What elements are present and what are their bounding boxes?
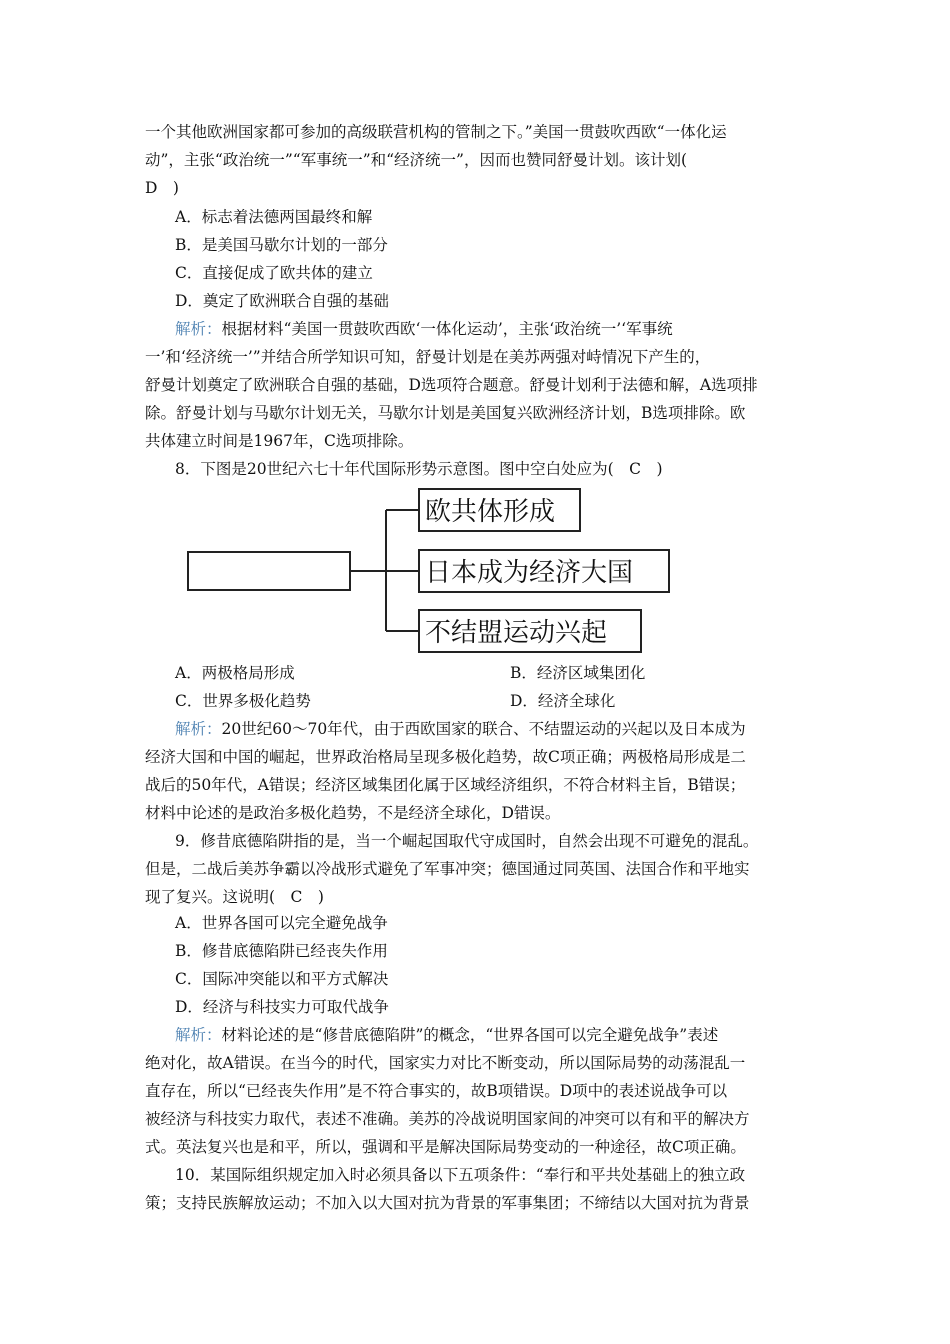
analysis-text: 根据材料“美国一贯鼓吹西欧‘一体化运动’，主张‘政治统一’‘军事统 <box>221 320 673 338</box>
diagram-box-label: 不结盟运动兴起 <box>425 618 608 648</box>
analysis-line: 除。舒曼计划与马歇尔计划无关，马歇尔计划是美国复兴欧洲经济计划，B选项排除。欧 <box>145 404 746 422</box>
option-b: B．经济区域集团化 <box>510 664 646 682</box>
question-9-stem: 现了复兴。这说明( C ) <box>145 888 324 906</box>
option-a: A．标志着法德两国最终和解 <box>175 208 373 226</box>
analysis-line: 舒曼计划奠定了欧洲联合自强的基础，D选项符合题意。舒曼计划利于法德和解，A选项排 <box>145 376 758 394</box>
option-c: C．直接促成了欧共体的建立 <box>175 264 373 282</box>
analysis-line <box>175 1025 840 1045</box>
option-d: D．奠定了欧洲联合自强的基础 <box>175 292 389 310</box>
option-c: C．世界多极化趋势 <box>175 692 311 710</box>
diagram-box-label: 日本成为经济大国 <box>425 558 634 588</box>
option-a: A．世界各国可以完全避免战争 <box>175 914 388 932</box>
analysis-line: 战后的50年代，A错误；经济区域集团化属于区域经济组织，不符合材料主旨，B错误； <box>145 776 746 794</box>
diagram-box-label: 欧共体形成 <box>425 497 556 527</box>
option-c: C．国际冲突能以和平方式解决 <box>175 970 389 988</box>
analysis-line: 一’和‘经济统一’”并结合所学知识可知，舒曼计划是在美苏两强对峙情况下产生的， <box>145 348 711 366</box>
analysis-line: 材料中论述的是政治多极化趋势，不是经济全球化，D错误。 <box>145 804 561 822</box>
analysis-line: 经济大国和中国的崛起，世界政治格局呈现多极化趋势，故C项正确；两极格局形成是二 <box>145 748 746 766</box>
analysis-line: 被经济与科技实力取代，表述不准确。美苏的冷战说明国家间的冲突可以有和平的解决方 <box>145 1110 750 1128</box>
analysis-text: 20世纪60～70年代，由于西欧国家的联合、不结盟运动的兴起以及日本成为 <box>221 720 746 738</box>
blank-box <box>188 552 350 590</box>
question-8-stem: 8．下图是20世纪六七十年代国际形势示意图。图中空白处应为( C ) <box>175 460 663 478</box>
question-10-stem: 策；支持民族解放运动；不加入以大国对抗为背景的军事集团；不缔结以大国对抗为背景 <box>145 1194 750 1212</box>
analysis-text: 材料论述的是“修昔底德陷阱”的概念，“世界各国可以完全避免战争”表述 <box>221 1026 719 1044</box>
question-10-stem: 10．某国际组织规定加入时必须具备以下五项条件：“奉行和平共处基础上的独立政 <box>175 1166 746 1184</box>
option-a: A．两极格局形成 <box>175 664 295 682</box>
text-line: 动”，主张“政治统一”“军事统一”和“经济统一”，因而也赞同舒曼计划。该计划( <box>145 151 688 169</box>
question-9-stem: 但是，二战后美苏争霸以冷战形式避免了军事冲突；德国通过同英国、法国合作和平地实 <box>145 860 750 878</box>
option-d: D．经济与科技实力可取代战争 <box>175 998 389 1016</box>
text-line: 一个其他欧洲国家都可参加的高级联营机构的管制之下。”美国一贯鼓吹西欧“一体化运 <box>145 123 727 141</box>
analysis-line: 共体建立时间是1967年，C选项排除。 <box>145 432 414 450</box>
question-9-stem: 9．修昔底德陷阱指的是，当一个崛起国取代守成国时，自然会出现不可避免的混乱。 <box>175 832 759 850</box>
option-b: B．修昔底德陷阱已经丧失作用 <box>175 942 388 960</box>
option-b: B．是美国马歇尔计划的一部分 <box>175 236 388 254</box>
analysis-label: 解析： <box>175 720 222 738</box>
analysis-label: 解析： <box>175 320 222 338</box>
option-d: D．经济全球化 <box>510 692 616 710</box>
analysis-line <box>175 719 840 739</box>
analysis-line: 绝对化，故A错误。在当今的时代，国家实力对比不断变动，所以国际局势的动荡混乱一 <box>145 1054 746 1072</box>
text-line: D ) <box>145 179 179 197</box>
analysis-label: 解析： <box>175 1026 222 1044</box>
analysis-line: 式。英法复兴也是和平，所以，强调和平是解决国际局势变动的一种途径，故C项正确。 <box>145 1138 746 1156</box>
analysis-line: 直存在，所以“已经丧失作用”是不符合事实的，故B项错误。D项中的表述说战争可以 <box>145 1082 728 1100</box>
